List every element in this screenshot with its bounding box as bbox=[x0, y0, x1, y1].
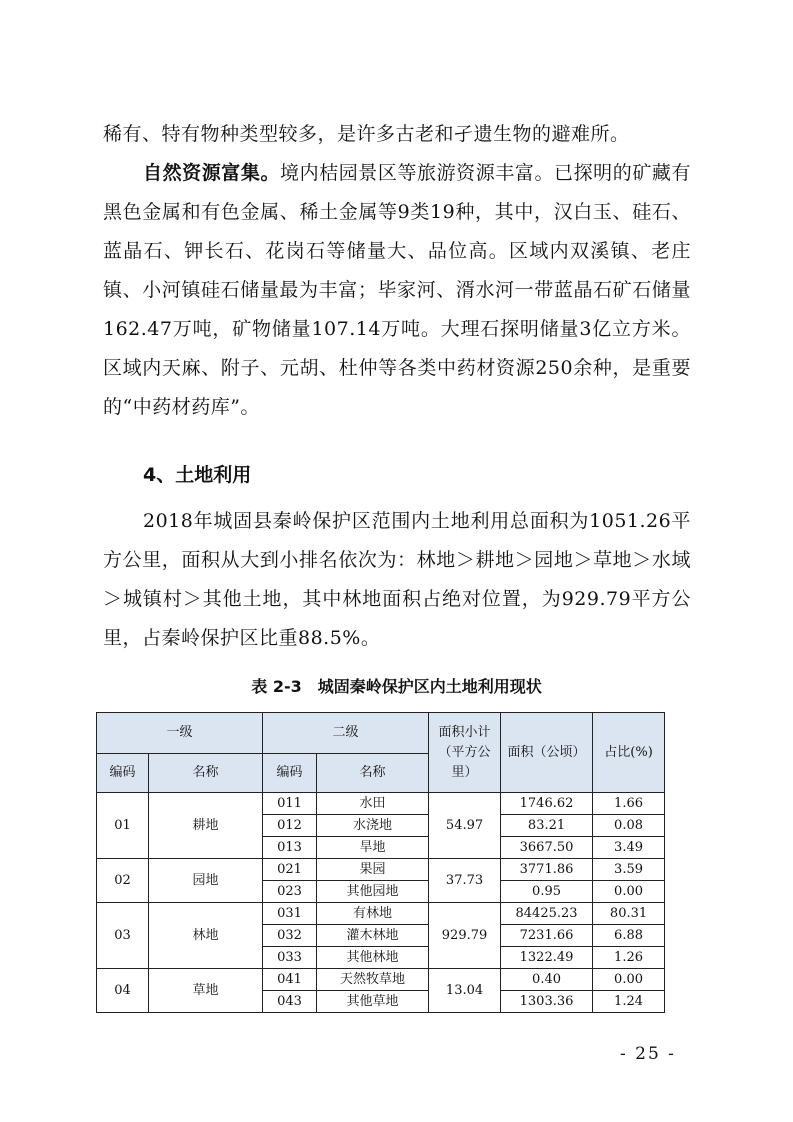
row-area: 0.40 bbox=[501, 969, 593, 991]
group-code: 04 bbox=[97, 969, 149, 1013]
row-area: 83.21 bbox=[501, 815, 593, 837]
header-ratio: 占比(%) bbox=[593, 713, 665, 793]
table-caption: 表 2-3 城固秦岭保护区内土地利用现状 bbox=[251, 677, 542, 696]
group-subtotal: 54.97 bbox=[429, 793, 501, 859]
row-code: 041 bbox=[263, 969, 317, 991]
group-name: 耕地 bbox=[149, 793, 263, 859]
group-code: 01 bbox=[97, 793, 149, 859]
row-code: 033 bbox=[263, 947, 317, 969]
row-code: 031 bbox=[263, 903, 317, 925]
group-name: 林地 bbox=[149, 903, 263, 969]
table-row bbox=[97, 903, 665, 925]
row-ratio: 1.24 bbox=[593, 991, 665, 1013]
group-name: 草地 bbox=[149, 969, 263, 1013]
row-area: 0.95 bbox=[501, 881, 593, 903]
row-name: 水田 bbox=[317, 793, 429, 815]
row-ratio: 1.66 bbox=[593, 793, 665, 815]
paragraph-rare-species: 稀有、特有物种类型较多，是许多古老和孑遗生物的避难所。 bbox=[103, 123, 630, 145]
table-body bbox=[97, 793, 665, 1013]
paragraph-natural-resources bbox=[103, 154, 691, 427]
row-ratio: 80.31 bbox=[593, 903, 665, 925]
page-number: - 25 - bbox=[620, 1044, 676, 1064]
row-area: 84425.23 bbox=[501, 903, 593, 925]
row-ratio: 3.59 bbox=[593, 859, 665, 881]
group-code: 02 bbox=[97, 859, 149, 903]
row-ratio: 0.08 bbox=[593, 815, 665, 837]
header-name1: 名称 bbox=[149, 754, 263, 793]
group-subtotal: 37.73 bbox=[429, 859, 501, 903]
table-row bbox=[97, 793, 665, 815]
row-code: 013 bbox=[263, 837, 317, 859]
row-name: 天然牧草地 bbox=[317, 969, 429, 991]
group-subtotal: 13.04 bbox=[429, 969, 501, 1013]
row-ratio: 1.26 bbox=[593, 947, 665, 969]
header-area: 面积（公顷） bbox=[501, 713, 593, 793]
row-name: 水浇地 bbox=[317, 815, 429, 837]
row-area: 3667.50 bbox=[501, 837, 593, 859]
header-code1: 编码 bbox=[97, 754, 149, 793]
row-ratio: 6.88 bbox=[593, 925, 665, 947]
row-code: 011 bbox=[263, 793, 317, 815]
row-ratio: 3.49 bbox=[593, 837, 665, 859]
row-name: 有林地 bbox=[317, 903, 429, 925]
table-row bbox=[97, 969, 665, 991]
row-code: 021 bbox=[263, 859, 317, 881]
row-code: 023 bbox=[263, 881, 317, 903]
row-area: 3771.86 bbox=[501, 859, 593, 881]
paragraph-land-use: 2018年城固县秦岭保护区范围内土地利用总面积为1051.26平方公里，面积从大到小排名依次为：林地＞耕地＞园地＞草地＞水域＞城镇村＞其他土地，其中林地面积占绝对位置，为929.79平方公里，占秦岭保护区比重88.5%。 bbox=[103, 510, 691, 649]
land-use-table bbox=[96, 712, 665, 1013]
row-name: 灌木林地 bbox=[317, 925, 429, 947]
paragraph-lead-bold: 自然资源富集。 bbox=[143, 162, 281, 184]
row-ratio: 0.00 bbox=[593, 969, 665, 991]
row-code: 043 bbox=[263, 991, 317, 1013]
row-area: 1746.62 bbox=[501, 793, 593, 815]
row-name: 旱地 bbox=[317, 837, 429, 859]
row-area: 1322.49 bbox=[501, 947, 593, 969]
section-heading-land-use: 4、土地利用 bbox=[143, 464, 252, 486]
row-code: 012 bbox=[263, 815, 317, 837]
row-area: 1303.36 bbox=[501, 991, 593, 1013]
group-subtotal: 929.79 bbox=[429, 903, 501, 969]
group-code: 03 bbox=[97, 903, 149, 969]
header-name2: 名称 bbox=[317, 754, 429, 793]
header-level2: 二级 bbox=[263, 713, 429, 754]
row-code: 032 bbox=[263, 925, 317, 947]
row-ratio: 0.00 bbox=[593, 881, 665, 903]
row-name: 其他林地 bbox=[317, 947, 429, 969]
row-area: 7231.66 bbox=[501, 925, 593, 947]
paragraph-body: 境内桔园景区等旅游资源丰富。已探明的矿藏有黑色金属和有色金属、稀土金属等9类19种，其中，汉白玉、硅石、蓝晶石、钾长石、花岗石等储量大、品位高。区域内双溪镇、老庄镇、小河镇硅石储量最为丰富；毕家河、湑水河一带蓝晶石矿石储量162.47万吨，矿物储量107.14万吨。大理石探明储量3亿立方米。区域内天麻、附子、元胡、杜仲等各类中药材资源250余种，是重要的“中药材药库”。 bbox=[103, 162, 691, 418]
row-name: 果园 bbox=[317, 859, 429, 881]
row-name: 其他园地 bbox=[317, 881, 429, 903]
header-subtotal: 面积小计（平方公里） bbox=[429, 713, 501, 793]
group-name: 园地 bbox=[149, 859, 263, 903]
table-row bbox=[97, 859, 665, 881]
row-name: 其他草地 bbox=[317, 991, 429, 1013]
header-code2: 编码 bbox=[263, 754, 317, 793]
header-level1: 一级 bbox=[97, 713, 263, 754]
